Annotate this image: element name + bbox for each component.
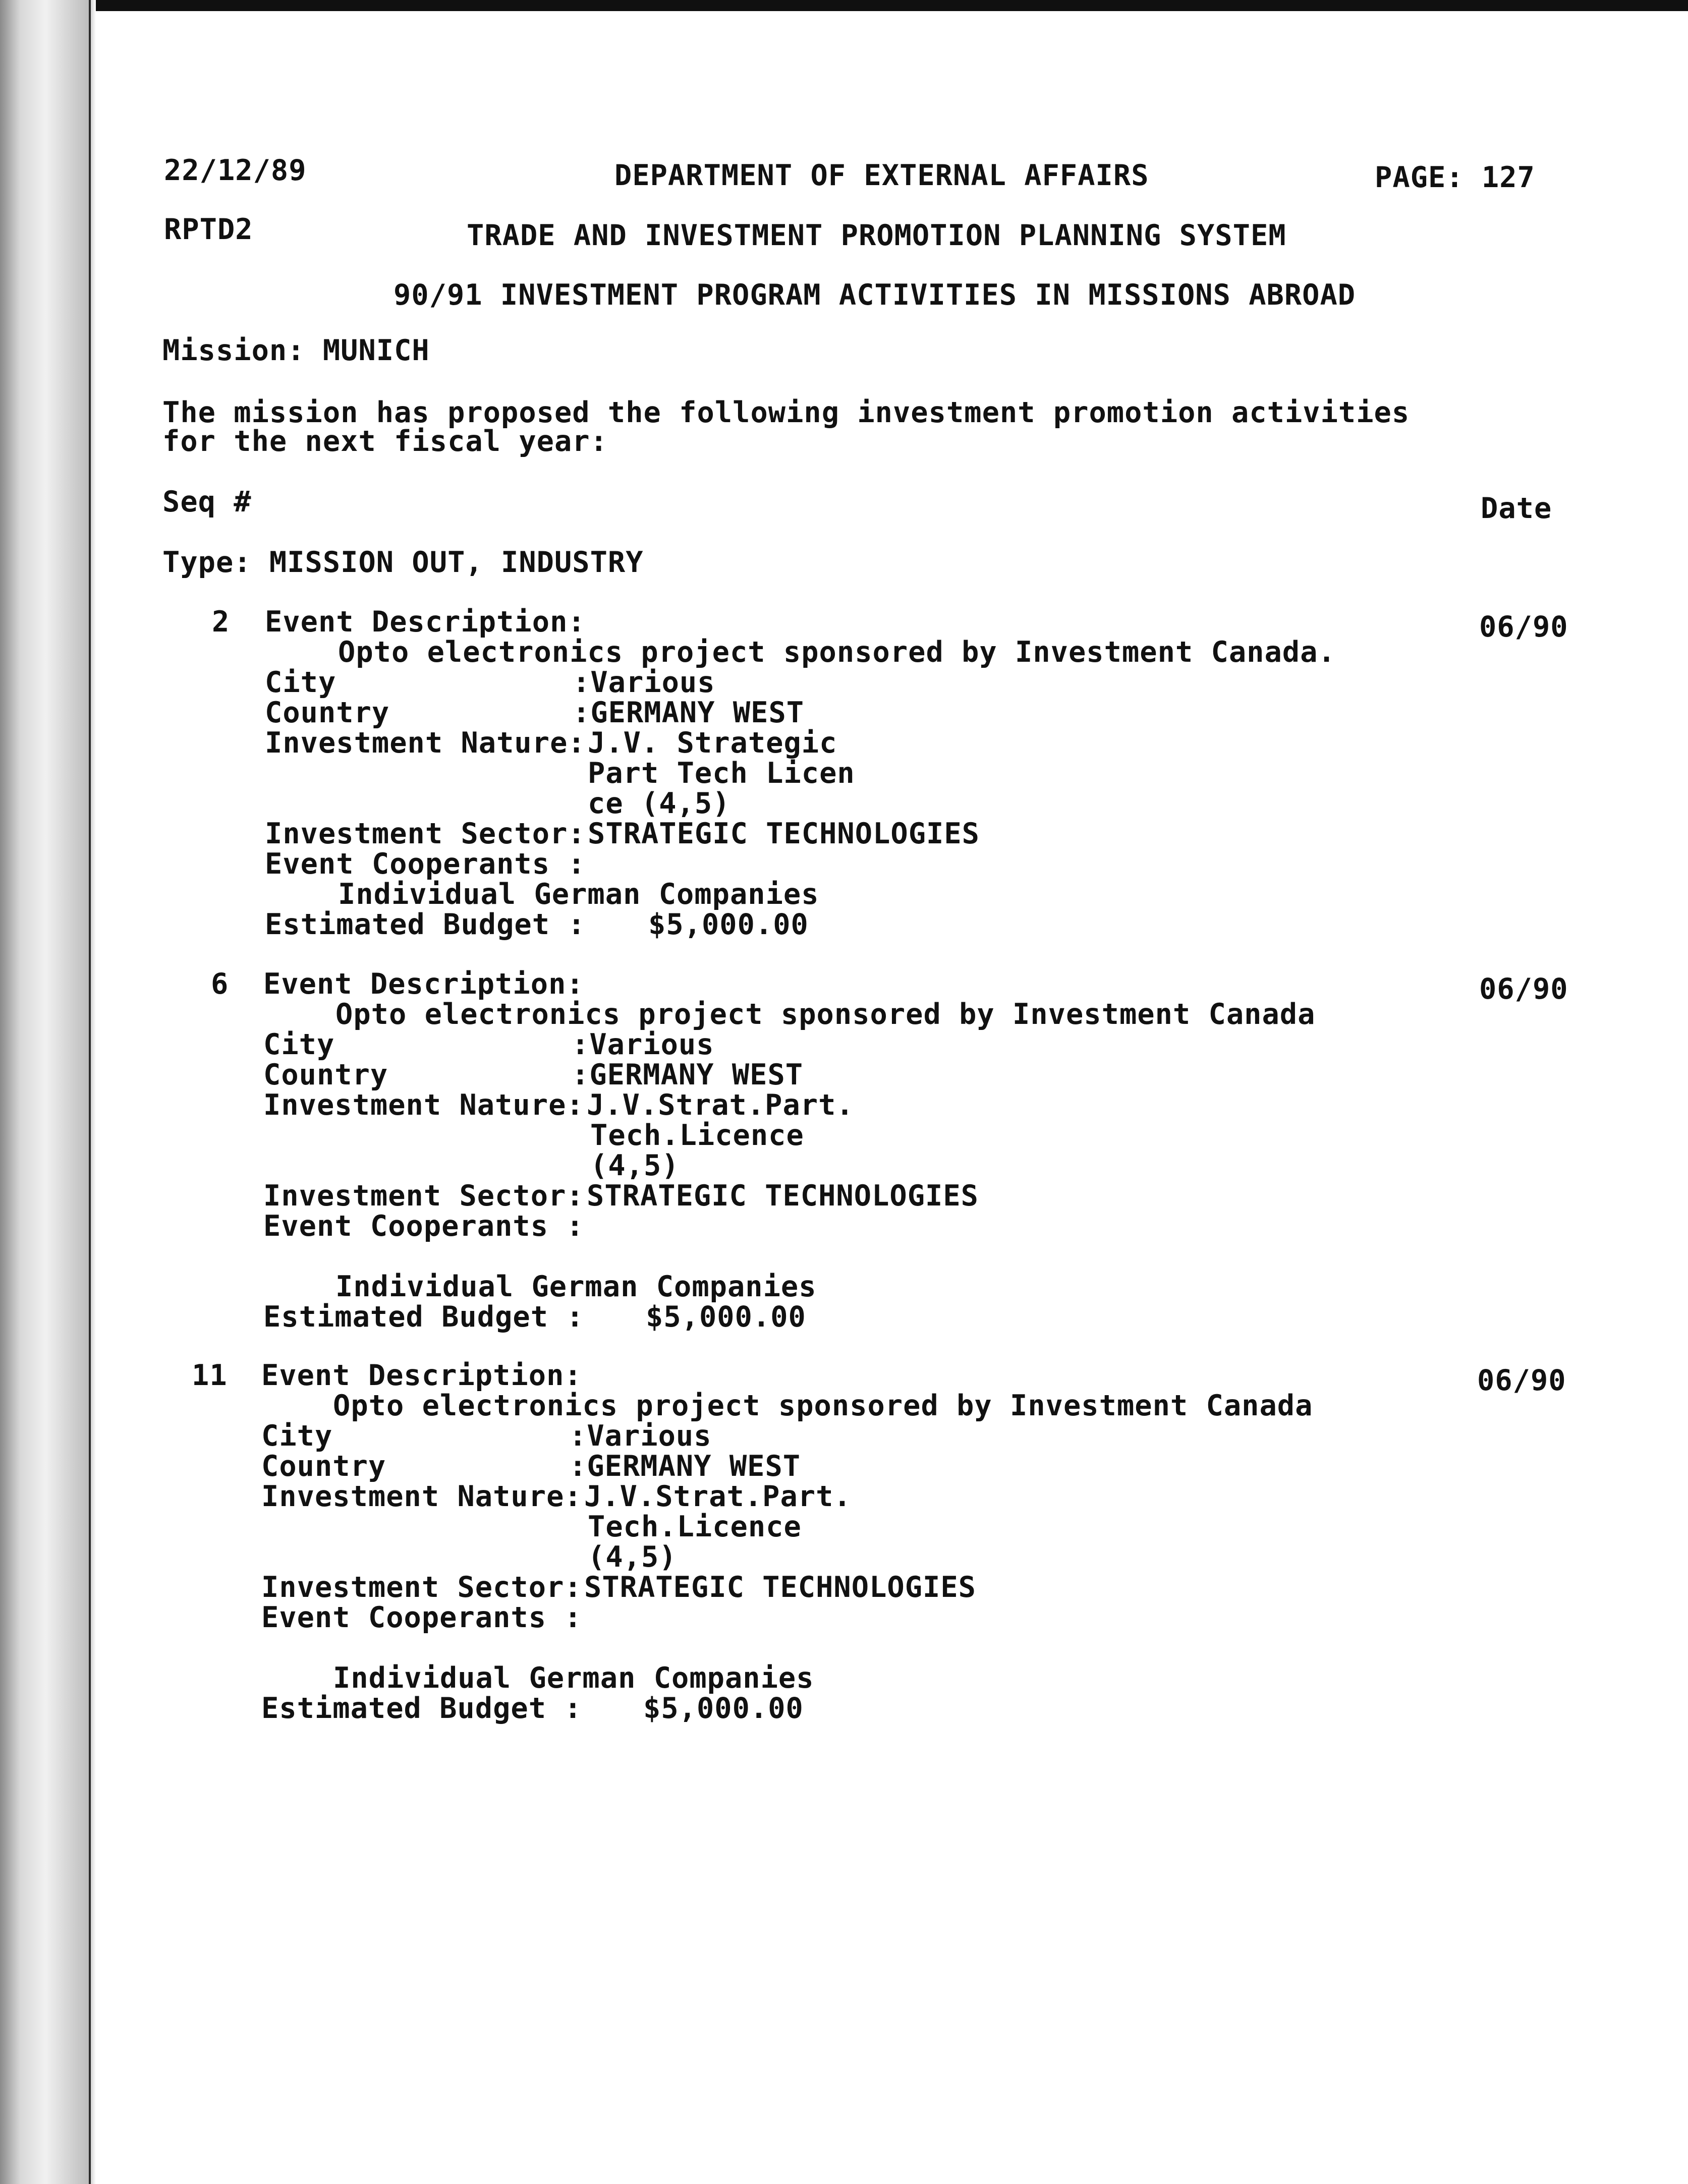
seq-column-header: Seq # [162,485,252,519]
investment-sector-value: STRATEGIC TECHNOLOGIES [587,1179,979,1213]
estimated-budget-label: Estimated Budget : [265,908,586,941]
city-value: :Various [573,666,715,699]
investment-nature-line-2: Tech.Licence [588,1510,802,1543]
event-date: 06/90 [1477,1364,1566,1397]
country-label: Country [261,1450,386,1483]
investment-nature-label: Investment Nature: [265,726,586,760]
investment-nature-line-1: J.V.Strat.Part. [584,1480,852,1513]
event-seq: 2 [212,605,230,639]
city-label: City [263,1028,335,1061]
investment-sector-value: STRATEGIC TECHNOLOGIES [584,1571,976,1604]
report-code: RPTD2 [164,213,253,246]
investment-nature-line-3: (4,5) [588,1540,677,1574]
event-seq: 6 [211,967,229,1001]
event-cooperants-label: Event Cooperants : [261,1601,582,1634]
event-cooperants-value: Individual German Companies [333,1661,814,1695]
intro-line-1: The mission has proposed the following investment promotion activities [162,396,1410,429]
city-label: City [265,666,336,699]
department-name: DEPARTMENT OF EXTERNAL AFFAIRS [614,159,1149,192]
mission-name: Mission: MUNICH [162,334,430,367]
system-name: TRADE AND INVESTMENT PROMOTION PLANNING SYSTEM [467,219,1286,252]
country-value: :GERMANY WEST [573,696,805,729]
estimated-budget-label: Estimated Budget : [261,1692,582,1725]
page-title: 90/91 INVESTMENT PROGRAM ACTIVITIES IN MISSIONS ABROAD [393,278,1356,312]
date-column-header: Date [1481,492,1552,525]
activity-type: Type: MISSION OUT, INDUSTRY [162,546,644,579]
investment-nature-line-3: (4,5) [590,1149,680,1182]
city-value: :Various [569,1419,712,1453]
page-number: PAGE: 127 [1375,161,1535,194]
investment-sector-label: Investment Sector: [261,1571,582,1604]
report-date: 22/12/89 [164,154,307,187]
investment-nature-line-3: ce (4,5) [588,787,730,820]
event-cooperants-label: Event Cooperants : [265,847,586,881]
investment-nature-line-1: J.V.Strat.Part. [587,1088,854,1122]
event-seq: 11 [192,1359,228,1392]
intro-line-2: for the next fiscal year: [162,425,608,458]
binding-spine [0,0,96,2184]
estimated-budget-label: Estimated Budget : [263,1300,584,1334]
estimated-budget-value: $5,000.00 [646,1300,806,1334]
investment-sector-value: STRATEGIC TECHNOLOGIES [588,817,980,850]
country-value: :GERMANY WEST [569,1450,801,1483]
event-cooperants-label: Event Cooperants : [263,1210,584,1243]
event-date: 06/90 [1479,610,1568,644]
scan-top-edge [0,0,1688,11]
city-value: :Various [572,1028,714,1061]
event-description-label: Event Description: [265,605,586,639]
event-description: Opto electronics project sponsored by Investment Canada. [338,636,1336,669]
investment-nature-line-2: Part Tech Licen [588,757,855,790]
estimated-budget-value: $5,000.00 [643,1692,804,1725]
event-cooperants-value: Individual German Companies [338,878,819,911]
investment-nature-label: Investment Nature: [261,1480,582,1513]
investment-sector-label: Investment Sector: [263,1179,584,1213]
investment-nature-label: Investment Nature: [263,1088,584,1122]
event-cooperants-value: Individual German Companies [335,1270,817,1303]
event-description-label: Event Description: [261,1359,582,1392]
investment-sector-label: Investment Sector: [265,817,586,850]
country-label: Country [265,696,390,729]
country-value: :GERMANY WEST [572,1058,804,1091]
country-label: Country [263,1058,388,1091]
event-description-label: Event Description: [263,967,584,1001]
event-description: Opto electronics project sponsored by Investment Canada [333,1389,1313,1422]
event-date: 06/90 [1479,972,1568,1006]
city-label: City [261,1419,333,1453]
event-description: Opto electronics project sponsored by Investment Canada [335,998,1316,1031]
estimated-budget-value: $5,000.00 [648,908,809,941]
binding-spine-edge [89,0,91,2184]
investment-nature-line-1: J.V. Strategic [588,726,837,760]
investment-nature-line-2: Tech.Licence [590,1119,804,1152]
